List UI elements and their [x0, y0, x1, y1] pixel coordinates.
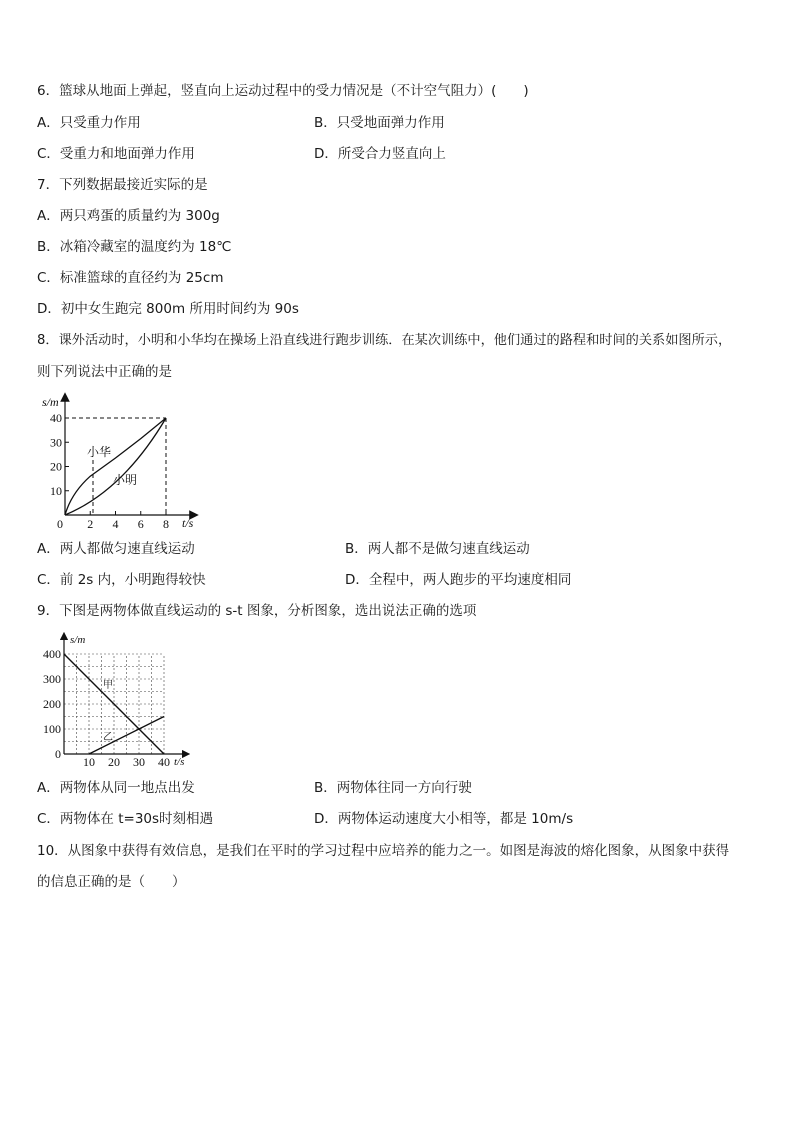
q8-label-xiaohua: 小华: [87, 445, 112, 459]
q9-y-tick-label: 100: [43, 722, 61, 736]
q10-stem-line1: 10．从图象中获得有效信息，是我们在平时的学习过程中应培养的能力之一。如图是海波的熔化图象，从图象中获得: [37, 843, 730, 859]
q9-y-axis-label: s/m: [70, 634, 86, 646]
q6-option-a: A．只受重力作用: [37, 115, 141, 131]
q6-option-b: B．只受地面弹力作用: [314, 115, 445, 131]
q8-y-tick-label: 40: [50, 411, 62, 425]
q6-option-d: D．所受合力竖直向上: [314, 146, 446, 162]
q9-y-tick-label: 200: [43, 697, 61, 711]
q8-y-tick-label: 20: [50, 459, 62, 474]
q9-x-tick-label: 10: [83, 755, 95, 769]
q9-x-tick-label: 40: [158, 755, 170, 769]
q9-label-yi: 乙: [103, 732, 113, 743]
q9-y-tick-label: 300: [43, 672, 61, 686]
q7-option-c: C．标准篮球的直径约为 25cm: [37, 270, 224, 286]
q7-option-d: D．初中女生跑完 800m 所用时间约为 90s: [37, 301, 299, 317]
q9-label-jia: 甲: [103, 680, 113, 691]
q9-x-axis-label: t/s: [174, 756, 185, 768]
q9-option-b: B．两物体往同一方向行驶: [314, 780, 472, 796]
q7-option-b: B．冰箱冷藏室的温度约为 18℃: [37, 239, 232, 255]
q8-option-b: B．两人都不是做匀速直线运动: [345, 541, 530, 557]
q9-stem: 9．下图是两物体做直线运动的 s-t 图象，分析图象，选出说法正确的选项: [37, 603, 477, 619]
q6-option-c: C．受重力和地面弹力作用: [37, 146, 195, 162]
q8-x-tick-label: 4: [112, 517, 119, 530]
q8-y-tick-label: 30: [50, 435, 62, 450]
q8-option-d: D．全程中，两人跑步的平均速度相同: [345, 572, 572, 588]
q9-y-tick-label: 0: [55, 747, 61, 761]
q9-option-a: A．两物体从同一地点出发: [37, 780, 195, 796]
q8-x-tick-label: 6: [137, 517, 144, 530]
q8-option-c: C．前 2s 内，小明跑得较快: [37, 572, 206, 588]
q8-option-a: A．两人都做匀速直线运动: [37, 541, 195, 557]
q8-y-tick-label: 10: [50, 483, 62, 498]
q8-y-axis-label: s/m: [42, 395, 59, 409]
q9-y-tick-label: 400: [43, 647, 61, 661]
q8-series-xiaohua: [65, 418, 166, 515]
q9-option-d: D．两物体运动速度大小相等，都是 10m/s: [314, 811, 574, 827]
q9-x-tick-label: 20: [108, 755, 120, 769]
q10-stem-line2: 的信息正确的是（ ）: [37, 874, 186, 890]
q8-stem-line2: 则下列说法中正确的是: [37, 364, 172, 380]
q7-option-a: A．两只鸡蛋的质量约为 300g: [37, 208, 220, 224]
q8-x-tick-label: 2: [87, 517, 94, 530]
q8-x-axis-label: t/s: [182, 516, 194, 530]
q8-series-xiaoming: [65, 418, 166, 515]
q7-stem: 7．下列数据最接近实际的是: [37, 177, 208, 193]
q8-x-tick-label: 8: [163, 517, 169, 530]
q8-label-xiaoming: 小明: [113, 473, 138, 487]
q9-x-tick-label: 30: [133, 755, 145, 769]
q8-stem-line1: 8．课外活动时，小明和小华均在操场上沿直线进行跑步训练．在某次训练中，他们通过的路程和时间的关系如图所示，: [37, 333, 732, 348]
q9-option-c: C．两物体在 t=30s时刻相遇: [37, 811, 214, 827]
q9-st-graph: [36, 630, 196, 770]
q8-st-graph: [36, 390, 206, 530]
q6-stem: 6．篮球从地面上弹起，竖直向上运动过程中的受力情况是（不计空气阻力）( ): [37, 83, 529, 99]
q8-x-tick-label: 0: [57, 517, 63, 530]
